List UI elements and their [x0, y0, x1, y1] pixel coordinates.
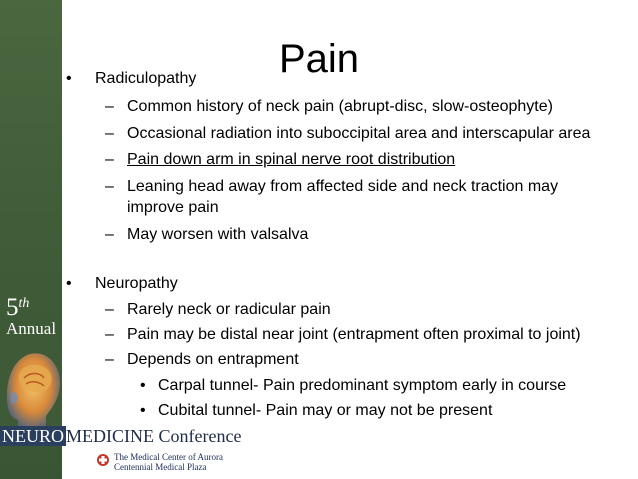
radiculopathy-heading: Radiculopathy	[95, 70, 197, 87]
dash-icon: –	[105, 98, 114, 115]
brain-head-image	[0, 338, 62, 434]
conference-rest: MEDICINE Conference	[66, 426, 242, 446]
neuropathy-subitem-text: Carpal tunnel- Pain predominant symptom early in course	[158, 377, 567, 394]
annual-suffix: th	[18, 296, 30, 311]
slide-title: Pain	[278, 37, 360, 81]
bullet-icon: •	[140, 377, 146, 394]
dash-icon: –	[105, 326, 114, 343]
dash-icon: –	[105, 151, 114, 168]
radiculopathy-item-text: Leaning head away from affected side and neck traction may	[127, 178, 559, 195]
dash-icon: –	[105, 125, 114, 142]
radiculopathy-item-text: Common history of neck pain (abrupt-disc, slow-osteophyte)	[127, 98, 553, 115]
neuropathy-item-text: Depends on entrapment	[127, 351, 299, 368]
conference-banner	[0, 426, 242, 446]
annual-word: Annual	[6, 319, 57, 338]
neuropathy-subitem-text: Cubital tunnel- Pain may or may not be present	[158, 402, 493, 419]
bullet-icon: •	[66, 275, 72, 292]
dash-icon: –	[105, 351, 114, 368]
radiculopathy-item-text: improve pain	[127, 199, 219, 216]
radiculopathy-item-text: Pain down arm in spinal nerve root distribution	[127, 151, 456, 168]
bullet-icon: •	[66, 70, 72, 87]
dash-icon: –	[105, 226, 114, 243]
bullet-icon: •	[140, 402, 146, 419]
medical-center-logo	[114, 452, 244, 472]
medical-center-line1: The Medical Center of Aurora	[114, 452, 223, 462]
neuropathy-item-text: Rarely neck or radicular pain	[127, 301, 331, 318]
radiculopathy-item-text: Occasional radiation into suboccipital area and interscapular area	[127, 125, 591, 142]
radiculopathy-item-text: May worsen with valsalva	[127, 226, 309, 243]
annual-badge	[6, 296, 56, 338]
hospital-logo-icon	[96, 453, 110, 467]
dash-icon: –	[105, 178, 114, 195]
annual-number: 5	[6, 294, 19, 321]
medical-center-line2: Centennial Medical Plaza	[114, 462, 207, 472]
neuropathy-heading: Neuropathy	[95, 275, 178, 292]
neuropathy-item-text: Pain may be distal near joint (entrapment often proximal to joint)	[127, 326, 581, 343]
dash-icon: –	[105, 301, 114, 318]
conference-neuro: NEURO	[2, 426, 64, 446]
